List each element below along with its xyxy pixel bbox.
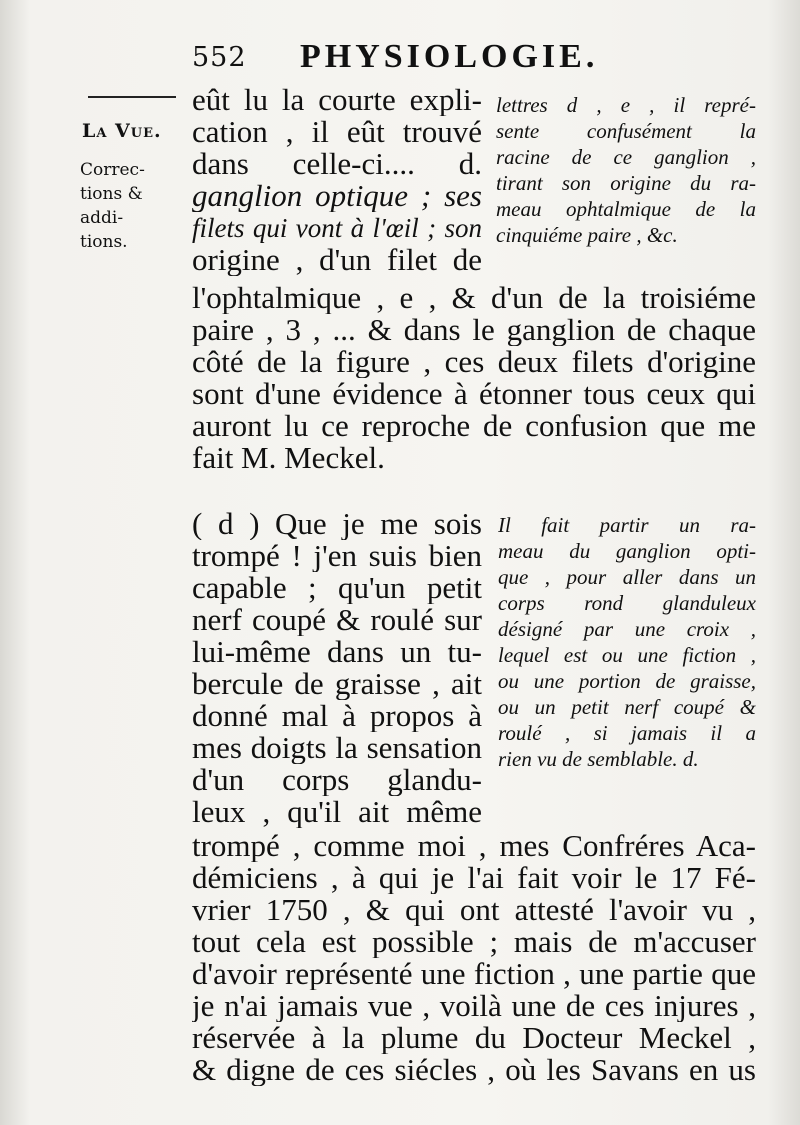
side-line: meau du ganglion opti-: [498, 539, 756, 563]
full-line: sont d'une évidence à étonner tous ceux qui: [192, 378, 756, 410]
main-line: ganglion optique ; ses: [192, 180, 482, 212]
block1-main-column: [192, 84, 482, 276]
page-number: 552: [192, 42, 247, 73]
main-line: cation , il eût trouvé: [192, 116, 482, 148]
margin-note-line: tions &: [80, 184, 143, 204]
full-line: l'ophtalmique , e , & d'un de la troisiéme: [192, 282, 756, 314]
side-line: ou une portion de graisse,: [498, 669, 756, 693]
full-line: auront lu ce reproche de confusion que me: [192, 410, 756, 442]
full-line: d'avoir représenté une fiction , une partie que: [192, 958, 756, 990]
side-line: rien vu de semblable. d.: [498, 747, 699, 771]
main-line: trompé ! j'en suis bien: [192, 540, 482, 572]
full-line: je n'ai jamais vue , voilà une de ces injures ,: [192, 990, 756, 1022]
margin-note-line: tions.: [80, 232, 128, 252]
block1-full-width: [192, 282, 756, 474]
main-line: ( d ) Que je me sois: [192, 508, 482, 540]
full-line: & digne de ces siécles , où les Savans en us: [192, 1054, 756, 1086]
full-line: vrier 1750 , & qui ont attesté l'avoir vu ,: [192, 894, 756, 926]
side-line: sente confusément la: [496, 119, 756, 143]
main-line: donné mal à propos à: [192, 700, 482, 732]
side-line: cinquiéme paire , &c.: [496, 223, 678, 247]
side-line: que , pour aller dans un: [498, 565, 756, 589]
main-line: bercule de graisse , ait: [192, 668, 482, 700]
block2-side-column: [498, 512, 756, 772]
side-line: roulé , si jamais il a: [498, 721, 756, 745]
side-line: meau ophtalmique de la: [496, 197, 756, 221]
main-line: capable ; qu'un petit: [192, 572, 482, 604]
margin-note-line: addi-: [80, 208, 124, 228]
full-line: tout cela est possible ; mais de m'accuser: [192, 926, 756, 958]
page-header: [0, 30, 800, 80]
main-line: lui-même dans un tu-: [192, 636, 482, 668]
full-line: trompé , comme moi , mes Confréres Aca-: [192, 830, 756, 862]
block1-side-column: [496, 92, 756, 248]
main-line: dans celle-ci.... d.: [192, 148, 482, 180]
margin-heading: La Vue.: [82, 120, 162, 142]
full-line: réservée à la plume du Docteur Meckel ,: [192, 1022, 756, 1054]
main-line: origine , d'un filet de: [192, 244, 482, 276]
side-line: Il fait partir un ra-: [498, 513, 756, 537]
full-line: côté de la figure , ces deux filets d'origine: [192, 346, 756, 378]
side-line: corps rond glanduleux: [498, 591, 756, 615]
side-line: racine de ce ganglion ,: [496, 145, 756, 169]
block2-full-width: [192, 830, 756, 1086]
main-line: nerf coupé & roulé sur: [192, 604, 482, 636]
full-line: fait M. Meckel.: [192, 442, 385, 474]
block2-main-column: [192, 508, 482, 828]
margin-rule: [88, 96, 176, 98]
full-line: paire , 3 , ... & dans le ganglion de chaque: [192, 314, 756, 346]
main-line: filets qui vont à l'œil ; son: [192, 213, 482, 243]
main-line: eût lu la courte expli-: [192, 84, 482, 116]
side-line: lequel est ou une fiction ,: [498, 643, 756, 667]
main-line: mes doigts la sensation: [192, 732, 482, 764]
full-line: démiciens , à qui je l'ai fait voir le 17 Fé-: [192, 862, 756, 894]
main-line: leux , qu'il ait même: [192, 796, 482, 828]
running-title: PHYSIOLOGIE.: [300, 38, 599, 75]
side-line: désigné par une croix ,: [498, 617, 756, 641]
margin-note-line: Correc-: [80, 160, 145, 180]
margin-note: [80, 158, 180, 254]
side-line: tirant son origine du ra-: [496, 171, 756, 195]
side-line: lettres d , e , il repré-: [496, 93, 756, 117]
side-line: ou un petit nerf coupé &: [498, 695, 756, 719]
main-line: d'un corps glandu-: [192, 764, 482, 796]
